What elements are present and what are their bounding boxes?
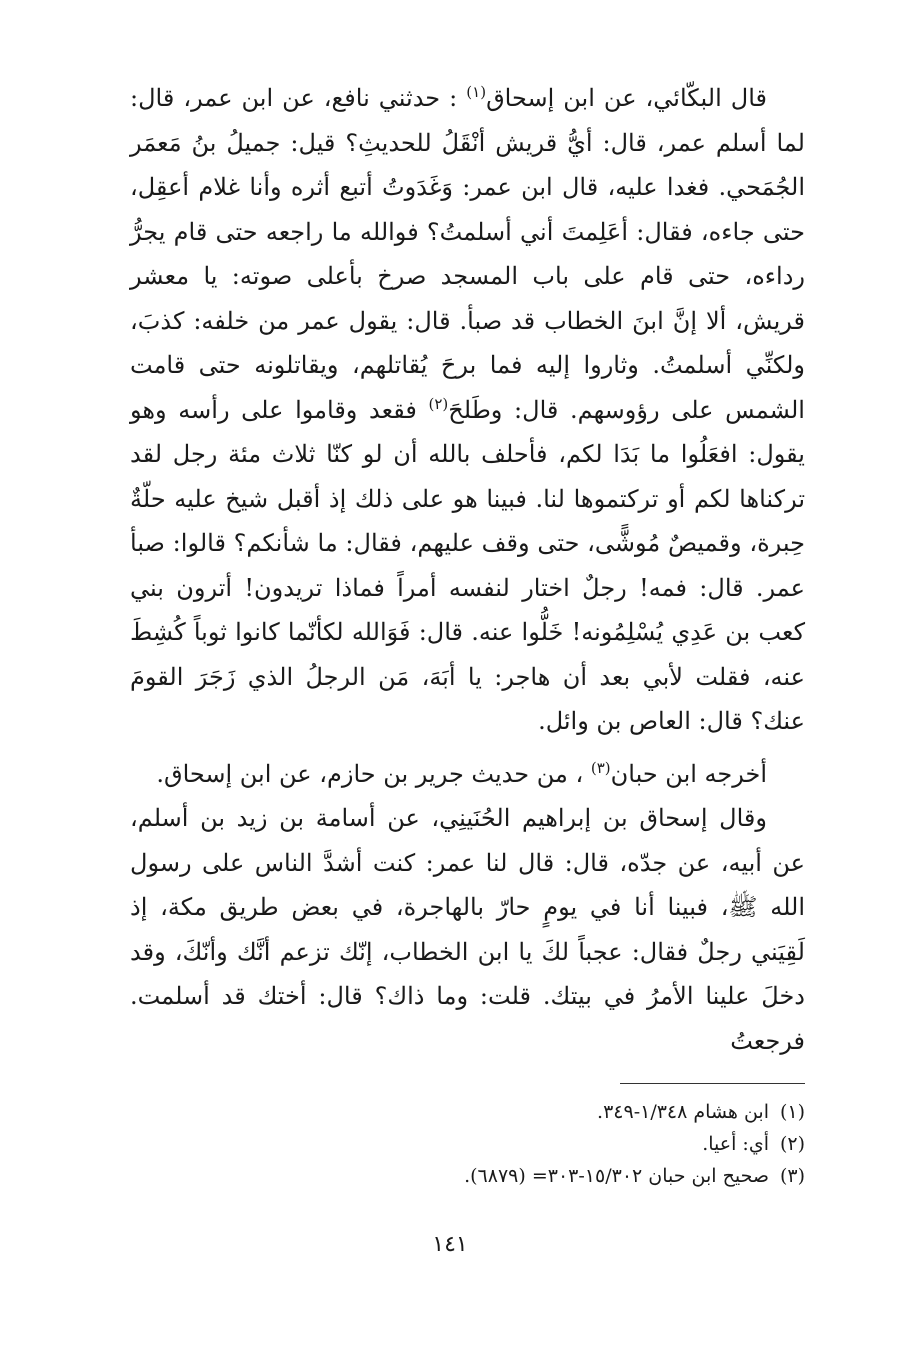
footnote-2-text: أي: أعيا.: [702, 1133, 769, 1155]
paragraph-2-start: أخرجه ابن حبان: [610, 759, 767, 788]
footnote-1-text: ابن هشام ١/٣٤٨-٣٤٩.: [597, 1101, 769, 1123]
footnote-3-text: صحيح ابن حبان ١٥/٣٠٢-٣٠٣= (٦٨٧٩).: [464, 1165, 769, 1187]
paragraph-1-end: فقعد وقاموا على رأسه وهو يقول: افعَلُوا ما بَدَا لكم، فأحلف بالله أن لو كنّا ثلاث مئة رجل لقد تركناها لكم أو تركتموها لنا. فبينا هو على ذلك إذ أقبل شيخ عليه حلّةٌ حِبرة، وقميصٌ مُوشًّى، حتى وقف عليهم، فقال: ما شأنكم؟ قالوا: صبأ عمر. قال: فمه! رجلٌ اختار لنفسه أمراً فماذا تريدون! أترون بني كعب بن عَدِي يُسْلِمُونه! خَلُّوا عنه. قال: فَوَالله لكأنّما كانوا ثوباً كُشِطَ عنه، فقلت لأبي بعد أن هاجر: يا أبَهَ، مَن الرجلُ الذي زَجَرَ القومَ عنك؟ قال: العاص بن وائل.: [130, 395, 805, 735]
page-number: ١٤١: [432, 1232, 468, 1257]
paragraph-1: [130, 76, 805, 744]
footnote-3: [130, 1160, 805, 1192]
footnote-2: [130, 1128, 805, 1160]
footnote-divider: [620, 1083, 805, 1084]
paragraph-1-middle: : حدثني نافع، عن ابن عمر، قال: لما أسلم عمر، قال: أيُّ قريش أنْقَلُ للحديثِ؟ قيل: جميلُ بنُ مَعمَر الجُمَحي. فغدا عليه، قال ابن عمر: وَغَدَوتُ أتبع أثره وأنا غلام أعقِل، حتى جاءه، فقال: أعَلِمتَ أني أسلمتُ؟ فوالله ما راجعه حتى قام يجرُّ رداءه، حتى قام على باب المسجد صرخ بأعلى صوته: يا معشر قريش، ألا إنَّ ابنَ الخطاب قد صبأ. قال: يقول عمر من خلفه: كذبَ، ولكنِّي أسلمتُ. وثاروا إليه فما برحَ يُقاتلهم، ويقاتلونه حتى قامت الشمس على رؤوسهم. قال: وطَلحَ: [130, 84, 806, 424]
footnote-ref-3[interactable]: (٣): [590, 758, 611, 777]
paragraph-2: [130, 752, 805, 797]
footnote-2-number: (٢): [779, 1133, 805, 1155]
paragraph-1-start: قال البكّائي، عن ابن إسحاق: [486, 84, 767, 112]
footnote-3-number: (٣): [779, 1165, 805, 1187]
paragraph-3: [130, 796, 805, 1063]
footnote-1-number: (١): [779, 1101, 805, 1123]
footnote-ref-2[interactable]: (٢): [428, 394, 449, 413]
paragraph-2-end: ، من حديث جرير بن حازم، عن ابن إسحاق.: [156, 759, 591, 788]
main-text: [130, 76, 805, 1063]
paragraph-3-text: وقال إسحاق بن إبراهيم الحُنَينِي، عن أسامة بن زيد بن أسلم، عن أبيه، عن جدّه، قال: قال لنا عمر: كنت أشدَّ الناس على رسول الله ﷺ، فبينا أنا في يومٍ حارّ بالهاجرة، في بعض طريق مكة، إذ لَقِيَني رجلٌ فقال: عجباً لكَ يا ابن الخطاب، إنّك تزعم أنَّك وأنّكَ، وقد دخلَ علينا الأمرُ في بيتك. قلت: وما ذاك؟ قال: أختك قد أسلمت. فرجعتُ: [130, 804, 805, 1055]
footnote-1: [130, 1096, 805, 1128]
footnote-ref-1[interactable]: (١): [466, 83, 487, 101]
footnotes: [130, 1096, 805, 1192]
